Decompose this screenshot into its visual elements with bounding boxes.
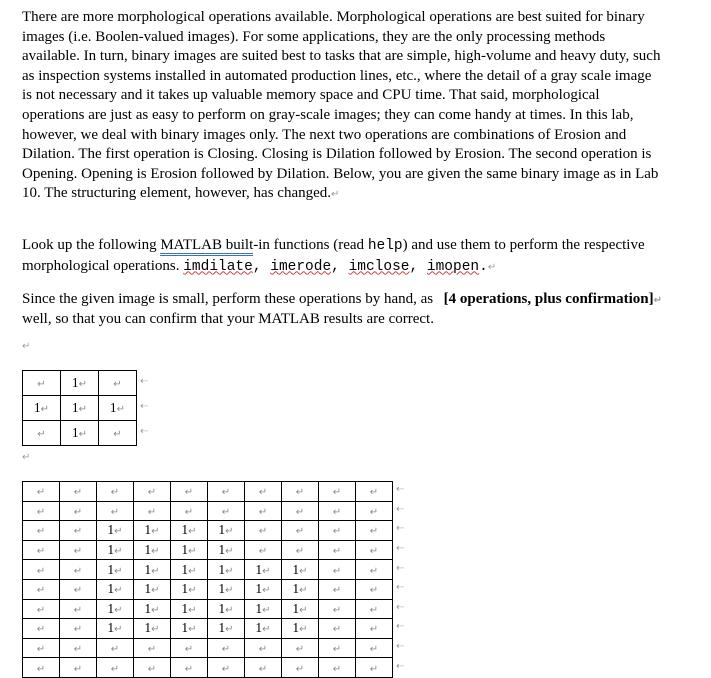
se-cell	[99, 371, 137, 396]
image-row	[23, 521, 393, 541]
se-cell: 1↵	[61, 421, 99, 446]
cell-mark-icon: ↵	[262, 585, 271, 597]
cell-mark-icon: ↵	[332, 663, 342, 675]
cell-mark-icon: ↵	[73, 546, 83, 558]
image-cell: 1↵	[97, 521, 134, 541]
cell-mark-icon: ↵	[332, 644, 342, 656]
cell-mark-icon: ↵	[184, 506, 194, 518]
image-cell	[319, 579, 356, 599]
cell-mark-icon: ↵	[37, 429, 46, 440]
cell-mark-icon: ↵	[258, 487, 268, 499]
image-row	[23, 658, 393, 678]
cell-mark-icon: ↵	[78, 379, 88, 390]
cell-mark-icon: ↵	[369, 565, 379, 577]
cell-mark-icon: ↵	[114, 546, 123, 558]
image-cell	[60, 521, 97, 541]
image-cell: 1↵	[97, 619, 134, 639]
image-cell: 1↵	[171, 560, 208, 580]
image-cell	[356, 599, 393, 619]
structuring-element-table	[22, 370, 137, 446]
help-command: help	[367, 238, 403, 254]
cell-mark-icon: ↵	[73, 644, 83, 656]
image-cell	[171, 658, 208, 678]
image-cell	[282, 501, 319, 521]
image-cell	[60, 482, 97, 502]
image-cell: 1↵	[171, 579, 208, 599]
cell-mark-icon: ↵	[78, 404, 88, 415]
cell-mark-icon: ↵	[262, 565, 271, 577]
image-cell	[97, 501, 134, 521]
cell-mark-icon: ↵	[295, 506, 305, 518]
cell-mark-icon: ↵	[147, 663, 157, 675]
image-cell	[245, 501, 282, 521]
cell-mark-icon: ↵	[73, 565, 83, 577]
end-of-row-mark-icon: ⇠	[396, 641, 405, 653]
image-cell	[245, 658, 282, 678]
image-cell	[208, 638, 245, 658]
image-cell: 1↵	[97, 540, 134, 560]
image-cell	[245, 521, 282, 541]
image-cell	[319, 501, 356, 521]
end-of-row-mark-icon: ⇠	[396, 503, 405, 515]
image-cell: 1↵	[171, 521, 208, 541]
cell-mark-icon: ↵	[36, 644, 46, 656]
cell-mark-icon: ↵	[114, 585, 123, 597]
image-cell: 1↵	[245, 619, 282, 639]
cell-mark-icon: ↵	[36, 585, 46, 597]
image-cell: 1↵	[208, 560, 245, 580]
image-cell	[23, 579, 60, 599]
image-cell	[23, 658, 60, 678]
se-row	[23, 396, 137, 421]
end-of-row-mark-icon: ⇠	[140, 426, 149, 437]
end-of-row-mark-icon: ⇠	[396, 562, 405, 574]
image-cell: 1↵	[134, 579, 171, 599]
cell-mark-icon: ↵	[147, 506, 157, 518]
cell-mark-icon: ↵	[114, 526, 123, 538]
cell-mark-icon: ↵	[369, 604, 379, 616]
function-imerode: imerode	[270, 258, 332, 275]
cell-mark-icon: ↵	[295, 546, 305, 558]
image-cell: 1↵	[97, 599, 134, 619]
end-of-row-mark-icon: ⇠	[396, 601, 405, 613]
image-cell	[319, 599, 356, 619]
image-cell	[319, 521, 356, 541]
cell-mark-icon: ↵	[147, 487, 157, 499]
image-cell	[356, 521, 393, 541]
image-cell	[134, 482, 171, 502]
end-of-row-mark-icon: ⇠	[396, 523, 405, 535]
image-cell	[245, 540, 282, 560]
cell-mark-icon: ↵	[258, 663, 268, 675]
binary-image-table	[22, 481, 393, 678]
cell-mark-icon: ↵	[36, 663, 46, 675]
image-cell: 1↵	[245, 560, 282, 580]
cell-mark-icon: ↵	[110, 506, 120, 518]
image-cell	[245, 482, 282, 502]
empty-paragraph-mark-icon: ↵	[22, 452, 31, 463]
se-row	[23, 421, 137, 446]
cell-mark-icon: ↵	[258, 644, 268, 656]
image-row	[23, 501, 393, 521]
image-cell	[60, 599, 97, 619]
image-row	[23, 579, 393, 599]
cell-mark-icon: ↵	[225, 565, 234, 577]
cell-mark-icon: ↵	[299, 565, 308, 577]
cell-mark-icon: ↵	[151, 585, 160, 597]
image-cell	[23, 638, 60, 658]
cell-mark-icon: ↵	[225, 526, 234, 538]
image-row	[23, 619, 393, 639]
image-cell: 1↵	[134, 540, 171, 560]
end-of-row-mark-icon: ⇠	[140, 401, 149, 412]
image-cell	[356, 579, 393, 599]
end-of-row-mark-icon: ⇠	[396, 660, 405, 672]
cell-mark-icon: ↵	[73, 526, 83, 538]
empty-paragraph-mark-icon: ↵	[22, 341, 31, 352]
cell-mark-icon: ↵	[262, 624, 271, 636]
image-cell	[23, 560, 60, 580]
image-cell	[282, 482, 319, 502]
cell-mark-icon: ↵	[225, 585, 234, 597]
image-cell	[23, 482, 60, 502]
intro-paragraph: There are more morphological operations available. Morphological operations are best suited for binary images (i.e. Boolen-valued images). For some applications, they are the only processing methods available. In turn, binary images are suited best to tasks that are simple, high-volume and heavy duty, such as inspection systems installed in automated production lines, etc., where the detail of a gray scale image is not necessary and it takes up valuable memory space and CPU time. That said, morphological operations are just as easy to perform on gray-scale images; they can come handy at times. In this lab, however, we deal with binary images only. The next two operations are combinations of Erosion and Dilation. The first operation is Closing. Closing is Dilation followed by Erosion. The second operation is Opening. Opening is Erosion followed by Dilation. Below, you are given the same binary image as in Lab 10. The structuring element, however, has changed.↵	[22, 9, 661, 202]
cell-mark-icon: ↵	[110, 644, 120, 656]
cell-mark-icon: ↵	[114, 604, 123, 616]
cell-mark-icon: ↵	[332, 604, 342, 616]
image-cell: 1↵	[208, 599, 245, 619]
cell-mark-icon: ↵	[299, 624, 308, 636]
cell-mark-icon: ↵	[332, 565, 342, 577]
image-row	[23, 482, 393, 502]
cell-mark-icon: ↵	[151, 604, 160, 616]
image-row	[23, 638, 393, 658]
image-cell	[134, 658, 171, 678]
end-of-row-mark-icon: ⇠	[396, 621, 405, 633]
cell-mark-icon: ↵	[295, 526, 305, 538]
cell-mark-icon: ↵	[73, 624, 83, 636]
image-cell: 1↵	[245, 579, 282, 599]
se-cell: 1↵	[61, 396, 99, 421]
image-cell	[23, 540, 60, 560]
cell-mark-icon: ↵	[36, 526, 46, 538]
image-cell	[23, 501, 60, 521]
cell-mark-icon: ↵	[258, 546, 268, 558]
image-cell	[171, 501, 208, 521]
cell-mark-icon: ↵	[295, 644, 305, 656]
cell-mark-icon: ↵	[188, 526, 197, 538]
image-cell: 1↵	[282, 599, 319, 619]
image-cell	[356, 482, 393, 502]
se-cell: 1↵	[61, 371, 99, 396]
image-cell	[60, 501, 97, 521]
cell-mark-icon: ↵	[332, 546, 342, 558]
cell-mark-icon: ↵	[188, 585, 197, 597]
cell-mark-icon: ↵	[188, 546, 197, 558]
image-cell	[282, 521, 319, 541]
cell-mark-icon: ↵	[332, 487, 342, 499]
cell-mark-icon: ↵	[369, 487, 379, 499]
cell-mark-icon: ↵	[225, 624, 234, 636]
cell-mark-icon: ↵	[73, 663, 83, 675]
se-cell	[23, 421, 61, 446]
cell-mark-icon: ↵	[151, 546, 160, 558]
image-cell: 1↵	[134, 599, 171, 619]
image-cell	[319, 540, 356, 560]
image-cell: 1↵	[171, 540, 208, 560]
se-cell: 1↵	[23, 396, 61, 421]
image-cell	[356, 540, 393, 560]
cell-mark-icon: ↵	[36, 565, 46, 577]
cell-mark-icon: ↵	[221, 506, 231, 518]
image-cell	[208, 501, 245, 521]
cell-mark-icon: ↵	[188, 604, 197, 616]
cell-mark-icon: ↵	[295, 663, 305, 675]
instructions-paragraph: Look up the following MATLAB built-in functions (read help) and use them to perform the respective morphological operations. imdilate, imerode, imclose, imopen.↵	[22, 237, 645, 275]
cell-mark-icon: ↵	[36, 487, 46, 499]
image-cell: 1↵	[134, 619, 171, 639]
image-cell	[171, 638, 208, 658]
image-cell	[319, 619, 356, 639]
image-cell	[356, 658, 393, 678]
paragraph-mark-icon: ↵	[331, 189, 340, 201]
cell-mark-icon: ↵	[221, 644, 231, 656]
image-cell	[319, 638, 356, 658]
cell-mark-icon: ↵	[110, 663, 120, 675]
image-cell	[60, 638, 97, 658]
cell-mark-icon: ↵	[369, 624, 379, 636]
cell-mark-icon: ↵	[73, 487, 83, 499]
cell-mark-icon: ↵	[113, 429, 122, 440]
cell-mark-icon: ↵	[188, 565, 197, 577]
cell-mark-icon: ↵	[36, 506, 46, 518]
image-cell	[97, 658, 134, 678]
image-cell: 1↵	[208, 540, 245, 560]
se-cell	[23, 371, 61, 396]
image-cell	[60, 560, 97, 580]
cell-mark-icon: ↵	[369, 546, 379, 558]
cell-mark-icon: ↵	[37, 379, 46, 390]
image-cell: 1↵	[208, 521, 245, 541]
image-cell: 1↵	[208, 579, 245, 599]
cell-mark-icon: ↵	[151, 624, 160, 636]
se-row	[23, 371, 137, 396]
cell-mark-icon: ↵	[332, 624, 342, 636]
image-cell	[134, 638, 171, 658]
image-cell	[60, 658, 97, 678]
image-cell: 1↵	[208, 619, 245, 639]
image-cell: 1↵	[245, 599, 282, 619]
image-cell: 1↵	[282, 619, 319, 639]
function-imclose: imclose	[348, 258, 410, 275]
cell-mark-icon: ↵	[332, 585, 342, 597]
image-cell	[319, 658, 356, 678]
image-cell: 1↵	[97, 579, 134, 599]
image-cell	[356, 501, 393, 521]
cell-mark-icon: ↵	[299, 604, 308, 616]
image-cell	[208, 658, 245, 678]
cell-mark-icon: ↵	[36, 624, 46, 636]
function-imdilate: imdilate	[183, 258, 253, 275]
cell-mark-icon: ↵	[369, 506, 379, 518]
image-cell: 1↵	[171, 599, 208, 619]
cell-mark-icon: ↵	[369, 585, 379, 597]
end-of-row-mark-icon: ⇠	[396, 484, 405, 496]
image-cell: 1↵	[171, 619, 208, 639]
matlab-builtin-text: MATLAB built	[160, 237, 253, 256]
cell-mark-icon: ↵	[184, 644, 194, 656]
image-cell	[245, 638, 282, 658]
image-cell	[356, 560, 393, 580]
cell-mark-icon: ↵	[332, 506, 342, 518]
cell-mark-icon: ↵	[299, 585, 308, 597]
cell-mark-icon: ↵	[151, 565, 160, 577]
end-of-row-mark-icon: ⇠	[396, 582, 405, 594]
cell-mark-icon: ↵	[73, 585, 83, 597]
image-cell	[23, 619, 60, 639]
cell-mark-icon: ↵	[225, 604, 234, 616]
function-imopen: imopen	[426, 258, 480, 275]
image-row	[23, 540, 393, 560]
cell-mark-icon: ↵	[78, 429, 88, 440]
se-cell: 1↵	[99, 396, 137, 421]
cell-mark-icon: ↵	[114, 624, 123, 636]
image-cell	[171, 482, 208, 502]
cell-mark-icon: ↵	[258, 506, 268, 518]
cell-mark-icon: ↵	[295, 487, 305, 499]
cell-mark-icon: ↵	[147, 644, 157, 656]
cell-mark-icon: ↵	[258, 526, 268, 538]
image-cell	[282, 540, 319, 560]
image-cell	[134, 501, 171, 521]
cell-mark-icon: ↵	[36, 546, 46, 558]
image-cell	[60, 619, 97, 639]
cell-mark-icon: ↵	[369, 526, 379, 538]
image-cell: 1↵	[282, 560, 319, 580]
se-cell	[99, 421, 137, 446]
image-cell: 1↵	[97, 560, 134, 580]
image-cell	[319, 560, 356, 580]
cell-mark-icon: ↵	[369, 644, 379, 656]
image-cell	[282, 638, 319, 658]
cell-mark-icon: ↵	[262, 604, 271, 616]
end-of-row-mark-icon: ⇠	[396, 543, 405, 555]
end-of-row-mark-icon: ⇠	[140, 376, 149, 387]
image-cell	[97, 638, 134, 658]
cell-mark-icon: ↵	[184, 487, 194, 499]
cell-mark-icon: ↵	[332, 526, 342, 538]
image-cell	[319, 482, 356, 502]
image-cell	[356, 638, 393, 658]
cell-mark-icon: ↵	[188, 624, 197, 636]
cell-mark-icon: ↵	[114, 565, 123, 577]
image-row	[23, 560, 393, 580]
cell-mark-icon: ↵	[73, 506, 83, 518]
cell-mark-icon: ↵	[113, 379, 122, 390]
image-cell: 1↵	[282, 579, 319, 599]
marks-label: [4 operations, plus confirmation]↵	[443, 291, 662, 307]
cell-mark-icon: ↵	[221, 487, 231, 499]
confirmation-paragraph: [4 operations, plus confirmation]↵ Since the given image is small, perform these operations by hand, as well, so that you can confirm that your MATLAB results are correct.	[22, 291, 662, 327]
image-cell	[97, 482, 134, 502]
cell-mark-icon: ↵	[40, 404, 50, 415]
paragraph-mark-icon: ↵	[487, 261, 497, 273]
image-cell: 1↵	[134, 521, 171, 541]
image-cell: 1↵	[134, 560, 171, 580]
cell-mark-icon: ↵	[36, 604, 46, 616]
cell-mark-icon: ↵	[221, 663, 231, 675]
image-row	[23, 599, 393, 619]
image-cell	[208, 482, 245, 502]
cell-mark-icon: ↵	[225, 546, 234, 558]
cell-mark-icon: ↵	[116, 404, 126, 415]
cell-mark-icon: ↵	[184, 663, 194, 675]
cell-mark-icon: ↵	[151, 526, 160, 538]
image-cell	[23, 521, 60, 541]
cell-mark-icon: ↵	[110, 487, 120, 499]
image-cell	[356, 619, 393, 639]
image-cell	[23, 599, 60, 619]
cell-mark-icon: ↵	[369, 663, 379, 675]
image-cell	[60, 540, 97, 560]
image-cell	[60, 579, 97, 599]
cell-mark-icon: ↵	[73, 604, 83, 616]
image-cell	[282, 658, 319, 678]
